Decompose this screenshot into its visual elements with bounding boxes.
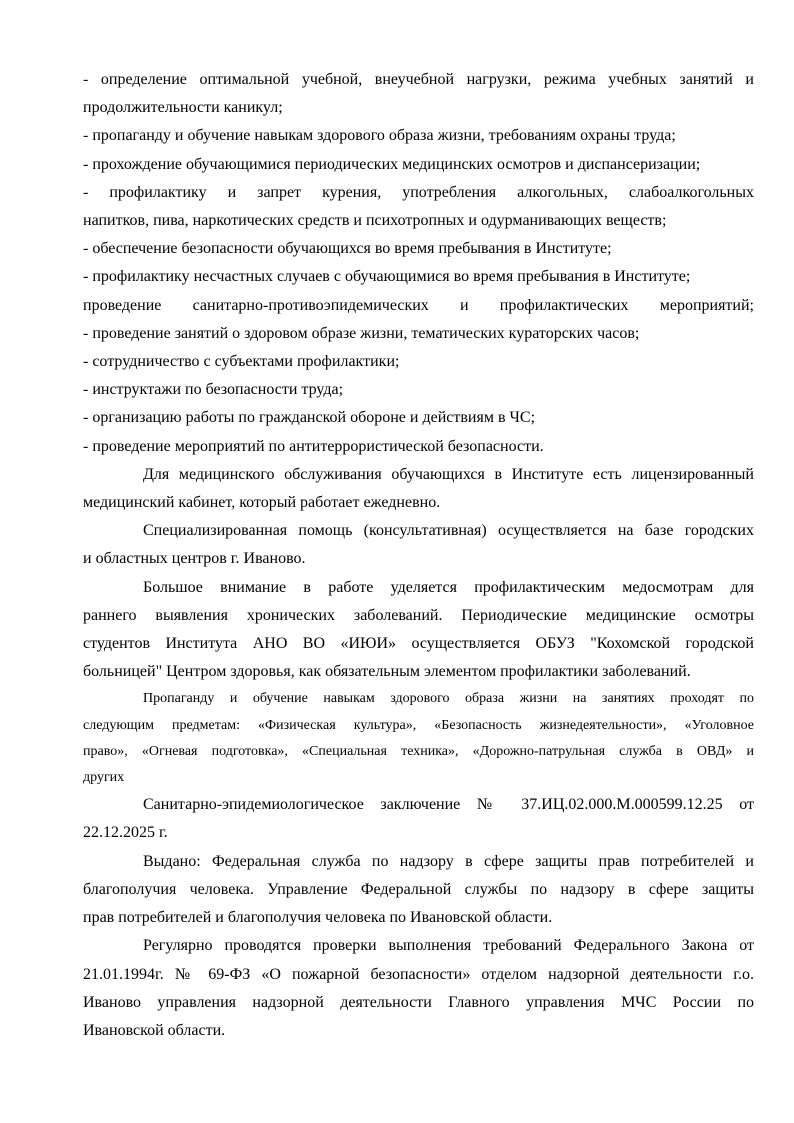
- text-line: следующим предметам: «Физическая культура», «Безопасность жизнедеятельности», «Уголовное: [83, 717, 754, 733]
- text-line: Пропаганду и обучение навыкам здорового образа жизни на занятиях проходят по: [143, 691, 754, 707]
- text-line: - сотрудничество с субъектами профилактики;: [83, 353, 400, 371]
- text-line: больницей" Центром здоровья, как обязательным элементом профилактики заболеваний.: [83, 663, 691, 681]
- paragraph: [83, 461, 754, 517]
- paragraph: [83, 791, 754, 847]
- paragraph: [83, 320, 754, 348]
- document-content: [83, 66, 754, 1045]
- text-line: медицинский кабинет, который работает ежедневно.: [83, 494, 441, 512]
- text-line: прав потребителей и благополучия человека по Ивановской области.: [83, 909, 553, 927]
- paragraph: [83, 122, 754, 150]
- paragraph: [83, 433, 754, 461]
- text-line: - проведение занятий о здоровом образе жизни, тематических кураторских часов;: [83, 324, 640, 342]
- text-line: - пропаганду и обучение навыкам здорового образа жизни, требованиям охраны труда;: [83, 127, 676, 145]
- text-line: - обеспечение безопасности обучающихся во время пребывания в Институте;: [83, 240, 612, 258]
- text-line: Санитарно-эпидемиологическое заключение № 37.ИЦ.02.000.М.000599.12.25 от: [143, 796, 754, 814]
- paragraph: [83, 179, 754, 235]
- text-line: благополучия человека. Управление Федеральной службы по надзору в сфере защиты: [83, 880, 754, 898]
- paragraph: [83, 376, 754, 404]
- text-line: студентов Института АНО ВО «ИЮИ» осуществляется ОБУЗ "Кохомской городской: [83, 635, 754, 653]
- paragraph: [83, 932, 754, 1045]
- text-line: право», «Огневая подготовка», «Специальная техника», «Дорожно-патрульная служба в ОВД» и: [83, 743, 754, 759]
- text-line: Большое внимание в работе уделяется профилактическим медосмотрам для: [143, 578, 754, 596]
- text-line: - профилактику и запрет курения, употребления алкогольных, слабоалкогольных: [83, 183, 754, 201]
- text-line: других: [83, 770, 125, 786]
- text-line: Специализированная помощь (консультативная) осуществляется на базе городских: [143, 522, 754, 540]
- paragraph: [83, 574, 754, 687]
- text-line: напитков, пива, наркотических средств и психотропных и одурманивающих веществ;: [83, 212, 667, 230]
- text-line: - определение оптимальной учебной, внеучебной нагрузки, режима учебных занятий и: [83, 71, 754, 88]
- text-line: раннего выявления хронических заболеваний. Периодические медицинские осмотры: [83, 606, 754, 624]
- paragraph: [83, 263, 754, 319]
- paragraph: [83, 404, 754, 432]
- paragraph: [83, 348, 754, 376]
- text-line: - прохождение обучающимися периодических медицинских осмотров и диспансеризации;: [83, 155, 701, 173]
- text-line: проведение санитарно-противоэпидемических и профилактических мероприятий;: [83, 296, 754, 314]
- paragraph: [83, 151, 754, 179]
- text-line: - организацию работы по гражданской обороне и действиям в ЧС;: [83, 409, 536, 427]
- text-line: Для медицинского обслуживания обучающихся в Институте есть лицензированный: [143, 465, 754, 483]
- text-line: 21.01.1994г. № 69-ФЗ «О пожарной безопасности» отделом надзорной деятельности г.о.: [83, 965, 754, 983]
- text-line: - инструктажи по безопасности труда;: [83, 381, 344, 399]
- text-line: и областных центров г. Иваново.: [83, 550, 306, 568]
- paragraph: [83, 686, 754, 791]
- text-line: - профилактику несчастных случаев с обучающимися во время пребывания в Институте;: [83, 268, 691, 286]
- text-line: продолжительности каникул;: [83, 99, 283, 117]
- text-line: Регулярно проводятся проверки выполнения требований Федерального Закона от: [143, 937, 754, 955]
- paragraph: [83, 66, 754, 122]
- text-line: - проведение мероприятий по антитеррористической безопасности.: [83, 437, 544, 455]
- paragraph: [83, 517, 754, 573]
- text-line: 22.12.2025 г.: [83, 824, 168, 842]
- text-line: Ивановской области.: [83, 1021, 226, 1039]
- text-line: Выдано: Федеральная служба по надзору в сфере защиты прав потребителей и: [143, 852, 754, 870]
- text-line: Иваново управления надзорной деятельности Главного управления МЧС России по: [83, 993, 754, 1011]
- paragraph: [83, 235, 754, 263]
- paragraph: [83, 848, 754, 933]
